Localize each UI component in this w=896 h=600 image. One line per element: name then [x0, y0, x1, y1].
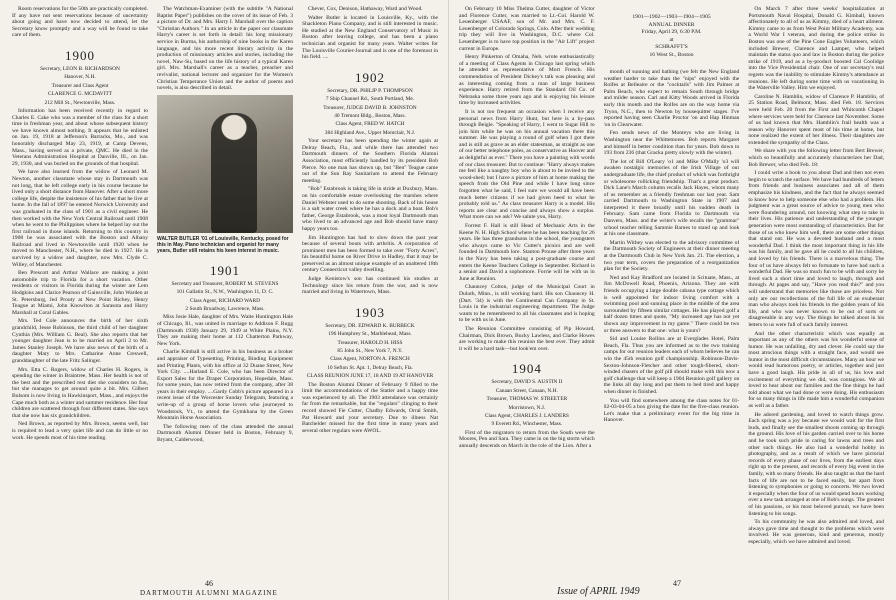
news-paragraph: Caroline N. Hamblin, widow of Clarence P. Hamblin, of 25 Station Road, Belmont, Mass. died Feb. 18. Services were held Feb. 20 from the First and Whitcomb Chapel where services were held for Clarence last November. Some of us had known that Mrs. Hamblin's frail health was a reason why Hanover spent most of his time at home, but none realized the extent of her illness. Their daughters are extended the sympathy of the Class. [748, 93, 885, 146]
dinner-title: ANNUAL DINNER [648, 21, 695, 28]
intro-paragraph: Room reservations for the 50th are practically completed. If any have not sent reservations because of uncertainty about going and have now decided to attend, let the Secretary know promptly and a way will be found to take care of them. [12, 6, 148, 39]
treasurer-address: 212 Mill St., Newtonville, Mass. [44, 99, 116, 106]
annual-dinner-notice [604, 14, 740, 59]
news-paragraph: Ned and Kay Bradford are located in Scituate, Mass., at Jim McDowell Road, Phoenix, Arizona. They are with friends occupying a large double cabana type cottage which is well appointed for indoor living comfort with a swimming pool and sunning place in the middle of the area surrounded by fifteen similar cottages. He has played golf a half dozen times and quote, "My increased age has not yet shown any improvement in my game." There could be two or three answers to that one: what is yours? [603, 274, 740, 334]
letter-paragraph: And the other characteristic which was equally as important as any of the others was his wonderful sense of humor. He was unfailing, dry and clever. He could say the most atrocious things with a straight face, and would see humor in the most difficult circumstances. Many an hour we would read humorous poetry, or articles, together and just have a good laugh. His pride in all of us, his love and excitement of everything we did, was contagious. We all loved to hear about our families and the fine things he had told about what we had done or were doing. His enthusiasm for so many things in life made him a wonderful companion as well as a father. [748, 330, 885, 410]
secretary-line: Secretary and Treasurer, ROBERT M. STEVENS [171, 280, 279, 287]
treasurer-line: Treasurer, THOMAS W. STREETER [486, 396, 568, 403]
news-paragraph: Chauncey Colton, judge of the Municipal Court in Duluth, Minn., is still working hard. His son Chauncey H. (Dart. '34) is with the Continental Can Company in St. Louis in the industrial engineering department. The Judge wants to be remembered to all his classmates and is hoping to be with us in June. [459, 284, 595, 324]
news-paragraph: Sid and Louise Rollins are at Everglades Hotel, Palm Beach, Fla. Thus you are informed as to the two training camps for our reunion leaders each of whom believes he can win the 45th reunion golf championship. Robinson-Davis-Sexton-Johnson-Fletcher and other tough-fibered, short-winded chasers of the golf pill should make with this now a golf challenge that will keep a 1904 Reunion golf gallery on the links all day long and put them to bed tired and happy when dinner is finished. [603, 336, 740, 395]
news-paragraph: Forrest F. Hall is still Head of Mechanic Arts in the Keene N. H. High School where he has been teaching for 26 years. He has three grandsons in the school, the youngsters who always came to Vic Cutter's picnics and are well founded in Dartmouth lore. Stanton Prouse after three years in the Navy has been taking a post-graduate course and enters the Keene Teachers College in September. Richard is a senior and David a sophomore. Forrie will be with us in June at Reunion. [459, 223, 595, 282]
news-paragraph: Mrs. Ted Cole announces the birth of her sixth grandchild, Jesse Robinson, the third child of her daughter Cynthia (Mrs. William G. Beal). She also reports that her younger daughter Jean is to be married on April 2 to Mr. James Stanley Joseph. We have also news of the birth of a daughter Mary to Mrs. Catharine Anne Creswell, granddaughter of the late Fritz Salinger. [12, 318, 148, 364]
photo-caption: WALTER BUTLER '01 of Louisville, Kentucky, posed for this in May. Piano technician and organist for many years, Butler still retains his keen interest in music. [157, 235, 289, 254]
page-number: 46 [205, 579, 213, 588]
news-paragraph: Ben Prescott and Arthur Wallace are making a joint automobile trip to Florida for a short vacation. Other residents or visitors in Florida during the winter are Lem Hodgkins and Clarice Pearson of Gainsville, John Warden at St. Petersburg, Jed Prouty at New Point Richey, Henry Teague at Miami, John Knowlton at Sarasota and Harry Marshall at Coral Gables. [12, 270, 148, 316]
reunion-notice: CLASS REUNION JUNE 17, 18 AND 19 AT HANOVER [306, 373, 434, 380]
treasurer-address: 40 Tremont Bldg., Boston, Mass. [334, 112, 406, 119]
dinner-address: 16 West St., Boston [649, 51, 694, 58]
class-agent-address: 384 Highland Ave., Upper Montclair, N.J. [324, 129, 416, 136]
news-paragraph: Walter Butler is located in Louisville, Ky., with the Shackleton Piano Company, and is still interested in music. He studied at the New England Conservatory of Music in Boston after leaving college, and has been a piano technician and organist for many years. Walter writes for The Louisville Courier-Journal and is one of the foremost in his field. .... [302, 14, 438, 61]
news-paragraph: Chever, Cox, Denison, Hathaway, Ward and Wood. [308, 6, 423, 12]
letter-paragraph: To his community he was also admired and loved, and always gave time and thought to the problems which were involved. He was generous, kind and generous, mostly especially, which we have admired and loved. [748, 519, 885, 545]
class-year-heading: 1904 [511, 361, 542, 377]
class-agent-line: Class Agent, NORTON A. FRENCH [330, 356, 410, 363]
news-paragraph: "Bob" Estabrook is taking life in stride at Duxbury, Mass. on his comfortable estate overlooking the marshes where Daniel Webster used to do some shooting. Back of his house is a salt water creek where he has a dock and a boat. Bob's father, George Estabrook, was a most loyal Dartmouth man who lived to an advanced age and Bob should have many happy years too. [302, 186, 438, 232]
news-paragraph: You will find somewhere among the class notes for 01-02-03-04-05 a box giving the date for the five-class reunion. Let's make that a preliminary event for the big time in Hanover. [603, 397, 740, 424]
news-paragraph: First of the migrators to return from the South were the Moores, Pen and Sara. They came in on the big storm which annually descends on March in the role of the Lion. After a [459, 429, 595, 449]
news-paragraph: We have also learned from the widow of Leonard M. Newton, another classmate whose stay in Dartmouth was not long, that he left college early in his course because he lived only a short distance from Hanover. After a short more college life, despite the insistence of his father that he live at home. In the fall of 1897 he entered Norwich University and was graduated in the class of 1901 as a civil engineer. He then worked with the New York Central Railroad until 1908 when he went to the Philippines where he helped lay out the first railroad in those islands. Returning to this country in 1908 he was associated with the Boston and Albany Railroad and lived in Newtonville until 1920 when he moved to Manchester, N.H., where he died in 1927. He is survived by a widow and daughter, now Mrs. Clyde C. Willey, of Manchester. [12, 169, 148, 268]
class-agent-line: Class Agent, CHARLES J. LANDERS [484, 412, 569, 419]
class-agent-address: 2 South Broadway, Lawrence, Mass. [185, 305, 265, 312]
news-paragraph: We share with you the following letter from Bert Brewer, which so beautifully and accurately characterizes her Dad, Bob Brewer, who died Feb. 18: [748, 148, 885, 168]
right-page [448, 0, 896, 600]
news-paragraph: Ned Brown, as reported by Mrs. Brown, seems well, but is required to lead a very quiet life and can do little or no work. He spends most of his time reading. [12, 421, 148, 441]
left-column-1 [12, 6, 148, 578]
secretary-address: Canaan Street, Canaan, N.H. [495, 387, 558, 394]
secretary-address: Hanover, N.H. [64, 74, 96, 81]
secretary-line: Secretary, LEON B. RICHARDSON [40, 65, 120, 72]
news-paragraph: On February 10 Miss Thelma Cutter, daughter of Victor and Florence Cutter, was married to Lt.-Col. Harold W. Leuenberger USAAF, son of Mr. and Mrs. C. F. Leuenberger of Colorado Springs, Colo. After their wedding trip they will live in Washington, D.C. where Col. Leuenberger is to have top position in the "Air Lift" project current in Europe. [459, 6, 595, 52]
secretary-line: Secretary, DAVID S. AUSTIN II [491, 379, 563, 386]
class-year-heading: 1902 [355, 69, 385, 85]
walter-butler-photo [157, 95, 293, 233]
magazine-title: DARTMOUTH ALUMNI MAGAZINE [140, 589, 278, 597]
treasurer-line: Treasurer, JUDGE DAVID B. JOHNSTON [323, 104, 417, 111]
left-column-2 [157, 6, 293, 578]
news-paragraph: The Watchman-Examiner (with the subtitle "A National Baptist Paper") publishes on the cover of its issue of Feb. 3 a picture of Dr. and Mrs. Harry I. Marshall over the caption "Christian Authors." In an article in the paper our classmate Harry's career is set forth in detail: his long missionary service in Burma, his authorship of nine books in the Karen language, and his more recent literary activity in the production of missionary articles and stories, including the novel, Naw-Su, based on the life history of a typical Karen girl. Mrs. Marshall's career as a teacher, preacher and revivalist, national lecturer and organizer for the Women's Christian Temperance Union and the author of poems and novels, is also described in detail. [157, 6, 293, 92]
page-number: 47 [673, 579, 681, 588]
right-column-2 [604, 6, 740, 578]
dinner-classes: 1901—1902—1903—1904—1905 [632, 14, 711, 20]
class-year-heading: 1901 [210, 262, 240, 278]
news-paragraph: The lot of Bill O'Leary 'o1 and Mike O'Mally 'o3 will awaken nostalgic memories of the Irish Village of our undergraduate life, the chief product of which was forthright or wholesome rollicking friendship. That's a great product. Dick Lane's March column recalls Jack Hayes, whom many of us remember as a friendly freshman our last year. Sam carried Dartmouth to Washington State in 1907 and interpreted it there broadly until his sudden death in February. Sam came from Florida to Dartmouth via Danvers, Mass. and the writer's wife recalls the "grammar" school teacher telling Sammie Barnes to stand up and look at his one classmate. [603, 158, 740, 238]
news-paragraph: month of sunning and bathing (we felt the New England weather harder to take than the "nips" enjoyed with the Rolfes at Belleaire or the "cocktails" with Jim Palmer at Palm Beach, who expect to remain South through bridge and milder season. Carl and Kitty Woods arrived in Florida early this month and the Rolfes are on the way home via Tryon, N.C., then to Newton by housequitter stages. I've reported having seen Charlie Proctor 'on and Hap Hinman 'on in Clearwater. [603, 69, 740, 128]
dinner-venue: SCHRAFFT'S [655, 44, 688, 50]
news-paragraph: The Boston Alumni Dinner of February 9 filled to the limit the accommodations of the Statler and a happy time was experienced by all. The 1903 attendance was certainly far from the remarkable, but the "regulars" clinging to their record showed Fie Cutter, Chadby Edwards, Orral Smith, Pat Howard and your secretary. Due to illness Nat Batchelder missed for the first time in many years and several other regulars were AWOL. [302, 381, 438, 434]
news-paragraph: Mrs. Etta C. Rogers, widow of Charles H. Rogers, is spending the winter in Braintree, Mass. Her health is not of the best and the prescribed rest diet she considers no fun, but she manages to get around quite a bit. Mrs. Gilbert Bulsom is now living in Hawkinsport, Mass., and enjoys the Cape much both as a winter and summer residence. Her four children are scattered through four different states. She says that she now has six grandchildren. [12, 366, 148, 419]
class-agent-address: 9 Everett Rd., Winchester, Mass. [491, 421, 563, 428]
news-paragraph: The Reunion Committee consisting of Pip Howard, Chairman, Dick Brown, Bucky Lawless, and Clarke Howes are working to make this reunion the best ever. They admit it will be a hard task—but look'em over. [459, 325, 595, 352]
class-agent-line: Class Agent, FRED W. HATCH [335, 121, 405, 128]
right-column-3 [748, 6, 884, 578]
letter-paragraph: He adored gardening, and loved to watch things grow. Each spring was a joy because we would wait for the first buds, and finally see the smallest shoots coming up through the ground. His love of his garden carried over to his home and he took such pride in caring for lawns and trees and other such things. He also had a wonderful hobby in photography, and as a result of which we have pictorial records of every phase of our lives, from the earliest days right up to the present, and records of every big event in the family, with so many friends. He also taught us that the hard facts of life are not to be faced easily, but apart from listening to symphonies or going to concerts. We two loved it especially when the four of us would spend hours working over a new task arranged at one of Bob's songs. The greatest of his passions, or his most beloved pursuit, we have been listening to his songs. [748, 411, 885, 517]
class-year-heading: 1900 [65, 47, 95, 63]
treasurer-line: Treasurer and Class Agent [51, 82, 109, 89]
secretary-address: 7 Ship Channel Rd., South Portland, Me. [325, 96, 415, 103]
news-paragraph: Charlie Kimball is still active in his business as a broker and appraiser of Typesetting, Printing, Binding Equipment and Printing Plants, with his office at 32 Duane Street, New York City. ....Harland E. Cole, who has been Director of Export Sales for the Draper Corporation, Hopedale, Mass. for some years, has now retired from the company, after 38 years in their employ. ....Gardy Cobb's picture appeared in a recent issue of the Worcester Sunday Telegram, featuring a write-up of a group of horse lovers who journeyed to Woodstock, Vt., to attend the Gymkhana by the Green Mountain Horse Association. [157, 349, 293, 422]
right-column-1 [459, 6, 595, 578]
news-paragraph: The following men of the class attended the annual Dartmouth Alumni Dinner held in Boston, February 9, Bryant, Calderwood, [157, 423, 293, 444]
issue-line: Issue of APRIL 1949 [557, 586, 640, 597]
letter-paragraph: I could write a book to you about Dad and then not even begin to scratch the surface. We have had hundreds of letters from friends and business associates and all of them emphasize his kindness, and the fact that he always seemed to know how to help someone else who had a problem. His judgment was a great source of advice to young men who were floundering around, not knowing what step to take in their lives. His patience and understanding of the younger generation were most outstanding of characteristics. But for those of us who knew him well, there are some other things that stand out. He was a devoted husband and a most wonderful Dad. I think the most important thing in his life was his family, and he gave all he could to all his children, and loved by his friends. There is a marvelous thing. The four of us have always felt so fortunate to have had such a wonderful Dad. He was so much fun to be with and sorry he lived such a short time and loved to laugh, through and through. At pages and say, "Have you read this?" and you will understand that memories like those are priceless. Not only are our recollections of the full life of an exuberant man who always took his friends in the golden years of his life, and who was never known to be out of sorts or disagreeable in any way. The things he talked about in his letters to us were full of such family interest. [748, 170, 885, 328]
secretary-line: Secretary, DR. EDWARD K. BURBECK [325, 322, 415, 329]
class-agent-address: 10 Sefton St. Apt. 1, Delray Beach, Fla. [327, 364, 413, 371]
treasurer-name: CLARENCE G. MCDAVITT [47, 91, 113, 98]
dinner-date: Friday, April 29, 6:30 P.M. [641, 29, 702, 35]
left-column-3 [302, 6, 438, 578]
class-agent-line: Class Agent, RICHARD WARD [190, 297, 260, 304]
secretary-line: Secretary, DR. PHILIP P. THOMPSON [327, 87, 413, 94]
news-paragraph: Martin Withey was elected to the advisory committee of the Dartmouth Society of Engineers at their dinner meeting at the Dartmouth Club in New York Jan. 21. The election, a two year term, covers the preparation of a reorganization plan for the Society. [603, 239, 740, 273]
dinner-at: at [669, 36, 674, 43]
news-paragraph: Information has been received recently in regard to Charles E. Cake who was a member of the class for a short time in freshman year, and about whose subsequent history we have known almost nothing. It appears that he enlisted on Jan. 19, 1918 at Jefferson's Barracks, Mo., and was honorably discharged May 23, 1919, at Camp Devens, Mass., having served as a private, QMC. He died in the Veterans Administration Hospital at Danville, Ill., on Jan. 29, 1930, and was buried on the grounds of that hospital. [12, 108, 148, 167]
portrait-figure [211, 113, 257, 233]
news-paragraph: Your secretary has been spending the winter again at Delray Beach, Fla., and while there has attended two Dartmouth dinners of the Southern Florida Alumni Association, most efficiently handled by its president Bob Pierce. No one man has shown up, but "Ben" Teague came out of the Sun Ray Sanitarium to attend the February meeting. [302, 138, 438, 184]
news-paragraph: Judge Kenistow's son has continued his studies at Technology since his return from the war, and is now married and living in Watertown, Mass. [302, 276, 438, 296]
secretary-address: 101 Gallatin St., N.W., Washington 11, D. C. [176, 289, 274, 296]
news-paragraph: On March 7 after three weeks' hospitalization at Portsmouth Naval Hospital, Donald G. Kimball, known affectionately to all of us as Kimmy, died of a heart ailment. Kimmy came to us from West Point Military Academy, was a World War I veteran, and during the police strike in Boston was one of the Pine Cone Eagles Volunteers, which included Brewer, Clarence and Lamper, who helped maintain the status quo and law in Boston during the police strike of 1919, and as a by-product boosted Cal Coolidge into the Vice Presidential chair. One of our secretary's real regrets was the inability to stimulate Kimmy's attendance at reunions. He left during some time with us vacationing in the Waterville Valley. Him we enjoyed. [748, 6, 885, 92]
news-paragraph: Henry Pinkerton of Omaha, Neb. wrote enthusiastically of a meeting of Class Agents in Chicago last spring which he attended as representative of Mort French. His commendation of President Dickey's talk was pleasing and as interesting coming from a man of large business experience. Harry retired from the Standard Oil Co. of Nebraska some three years ago and is enjoying his leisure time by increased activities. [459, 54, 595, 107]
class-year-heading: 1903 [355, 304, 385, 320]
news-paragraph: Jim Huntington has had to slow down the past year because of several bouts with arthritis. A corporation of prominent men has been formed to take over "Forty Acres", his beautiful home on River Drive in Hadley, that it may be preserved as an almost unique example of an unaltered 18th century Connecticut valley dwelling. [302, 234, 438, 274]
treasurer-address: Morristown, N.J. [508, 404, 546, 411]
treasurer-line: Treasurer, HAROLD H. HISS [337, 339, 403, 346]
news-paragraph: Miss Josie Hale, daughter of Mrs. Waite Huntington Hale of Chicago, Ill., was united in marriage to Addison F. Rugg (Dartmouth 1930) January 29, 1949 at White Plains, N.Y. They are making their home at 112 Chatterton Parkway, New York. [157, 314, 293, 347]
news-paragraph: It is not too frequent an occasion when I receive any personal news from Harry Hunt, but here is a by-pass through Beigle. "Speaking of Harry, I went to Sugar Hill to join him while he was on his annual vacation there this summer. He was playing a round of golf when I got there and is still as grave as an elder statesman, as straight as one of our better telephone poles, as conservative as Hoover and as delightful as ever." There you have a painting with words of our class treasurer. But to continue: "Harry always makes me feel like a naughty boy who is about to be invited to the wood-shed; but I have a picture of him at home making the speech from the Old Pine and while I have long since forgotten what he said, I feel sure we would all have been much better citizens if we had given heed to what he probably told us." As class treasurer Harry is a model. His reports are clear and concise and always show a surplus. What more can we ask? We salute you, Harry. [459, 108, 595, 221]
secretary-address: 196 Humphrey St., Marblehead, Mass. [328, 331, 412, 338]
treasurer-address: 85 John St., New York 7, N.Y. [337, 348, 403, 355]
news-paragraph: Fen sends news of the Monteys who are living in Washington near the Whittemores. Bob reports Margaret and himself in better condition than for years. Bob down to 193 from 236 (that Gracka pretty slowly with the winter). [603, 130, 740, 157]
